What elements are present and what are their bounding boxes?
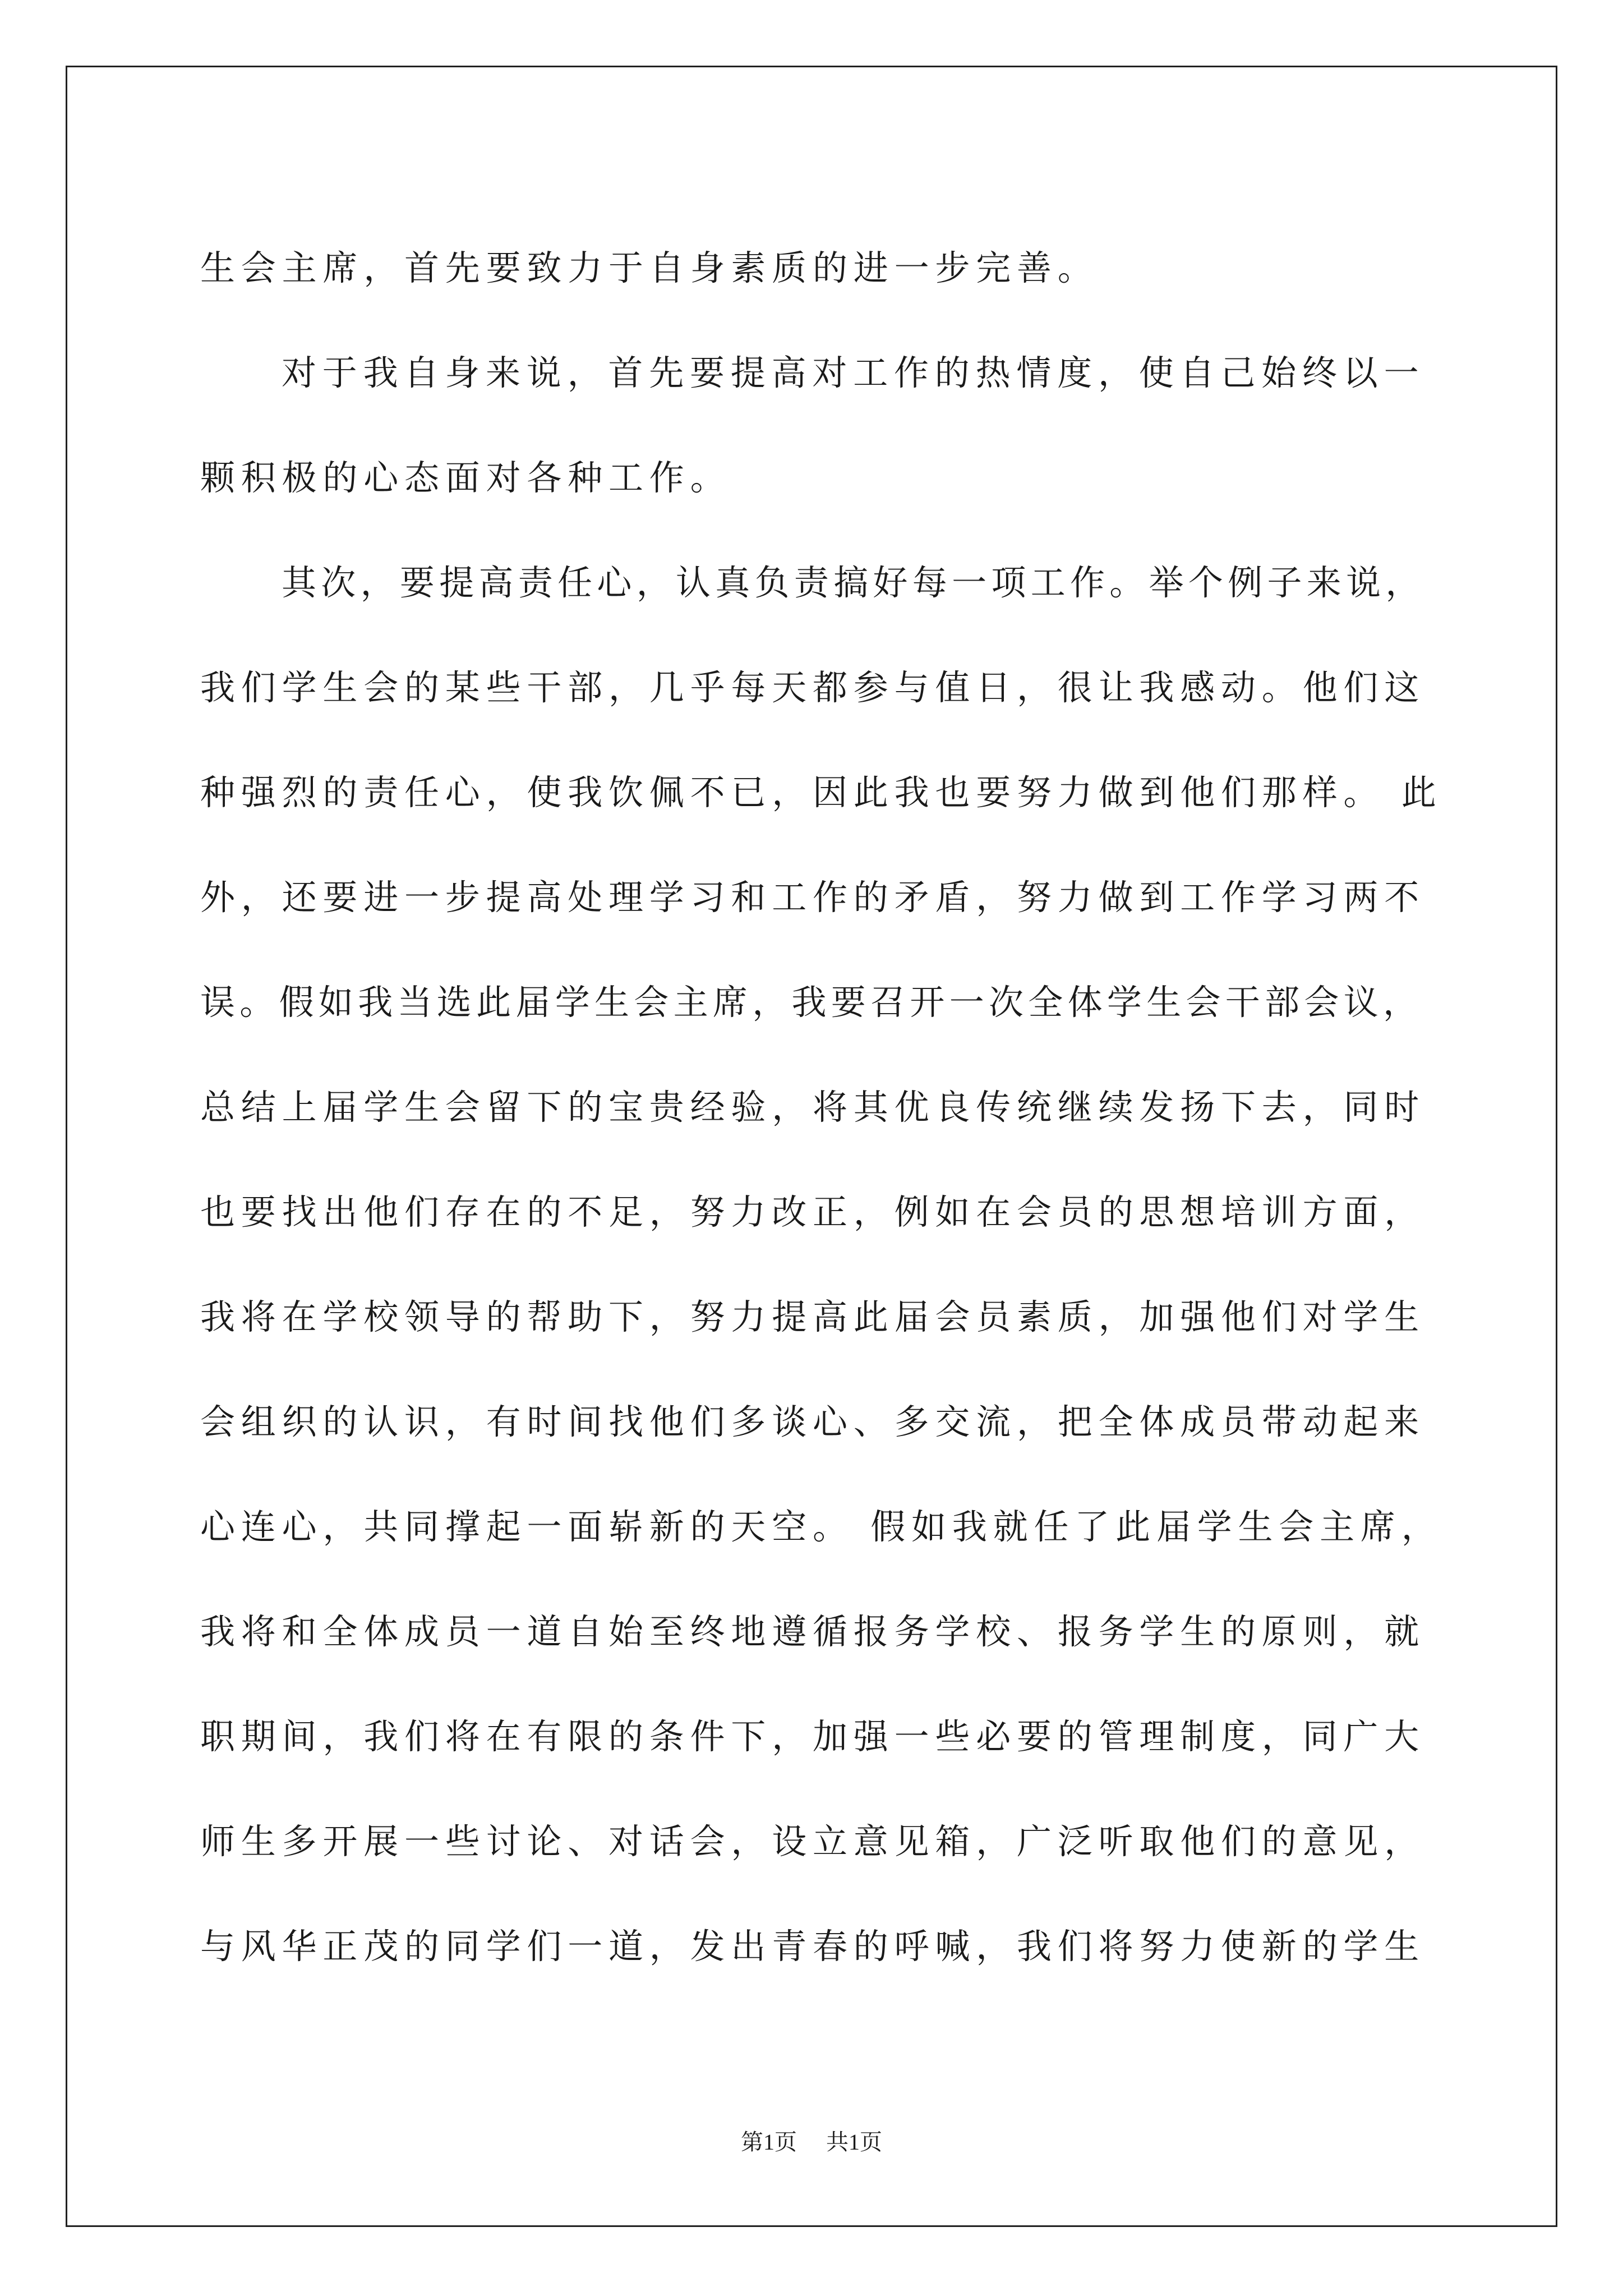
text-line: 职期间，我们将在有限的条件下，加强一些必要的管理制度，同广大: [200, 1716, 1426, 1757]
page-footer: [0, 2128, 1623, 2156]
page-number: 第1页: [741, 2129, 797, 2155]
paragraph-first-line: 其次，要提高责任心，认真负责搞好每一项工作。举个例子来说，: [282, 562, 1425, 603]
text-line: 总结上届学生会留下的宝贵经验，将其优良传统继续发扬下去，同时: [200, 1087, 1426, 1128]
text-line: 我将和全体成员一道自始至终地遵循报务学校、报务学生的原则，就: [200, 1611, 1426, 1652]
text-line: 种强烈的责任心，使我饮佩不已，因此我也要努力做到他们那样。 此: [200, 772, 1442, 813]
text-line: 我将在学校领导的帮助下，努力提高此届会员素质，加强他们对学生: [200, 1296, 1426, 1337]
text-line: 我们学生会的某些干部，几乎每天都参与值日，很让我感动。他们这: [200, 667, 1426, 708]
text-line: 也要找出他们存在的不足，努力改正，例如在会员的思想培训方面，: [200, 1191, 1426, 1232]
text-line: 误。假如我当选此届学生会主席，我要召开一次全体学生会干部会议，: [200, 982, 1423, 1023]
text-line: 颗积极的心态面对各种工作。: [200, 457, 731, 498]
paragraph-first-line: 对于我自身来说，首先要提高对工作的热情度，使自己始终以一: [282, 352, 1425, 393]
text-line: 心连心，共同撑起一面崭新的天空。 假如我就任了此届学生会主席，: [200, 1506, 1442, 1547]
text-line: 会组织的认识，有时间找他们多谈心、多交流，把全体成员带动起来: [200, 1401, 1426, 1442]
document-body: [200, 215, 1490, 1999]
page-total: 共1页: [826, 2129, 882, 2155]
text-line: 与风华正茂的同学们一道，发出青春的呼喊，我们将努力使新的学生: [200, 1926, 1426, 1967]
text-line: 生会主席，首先要致力于自身素质的进一步完善。: [200, 247, 1099, 288]
text-line: 师生多开展一些讨论、对话会，设立意见箱，广泛听取他们的意见，: [200, 1821, 1426, 1862]
text-line: 外，还要进一步提高处理学习和工作的矛盾，努力做到工作学习两不: [200, 877, 1426, 918]
